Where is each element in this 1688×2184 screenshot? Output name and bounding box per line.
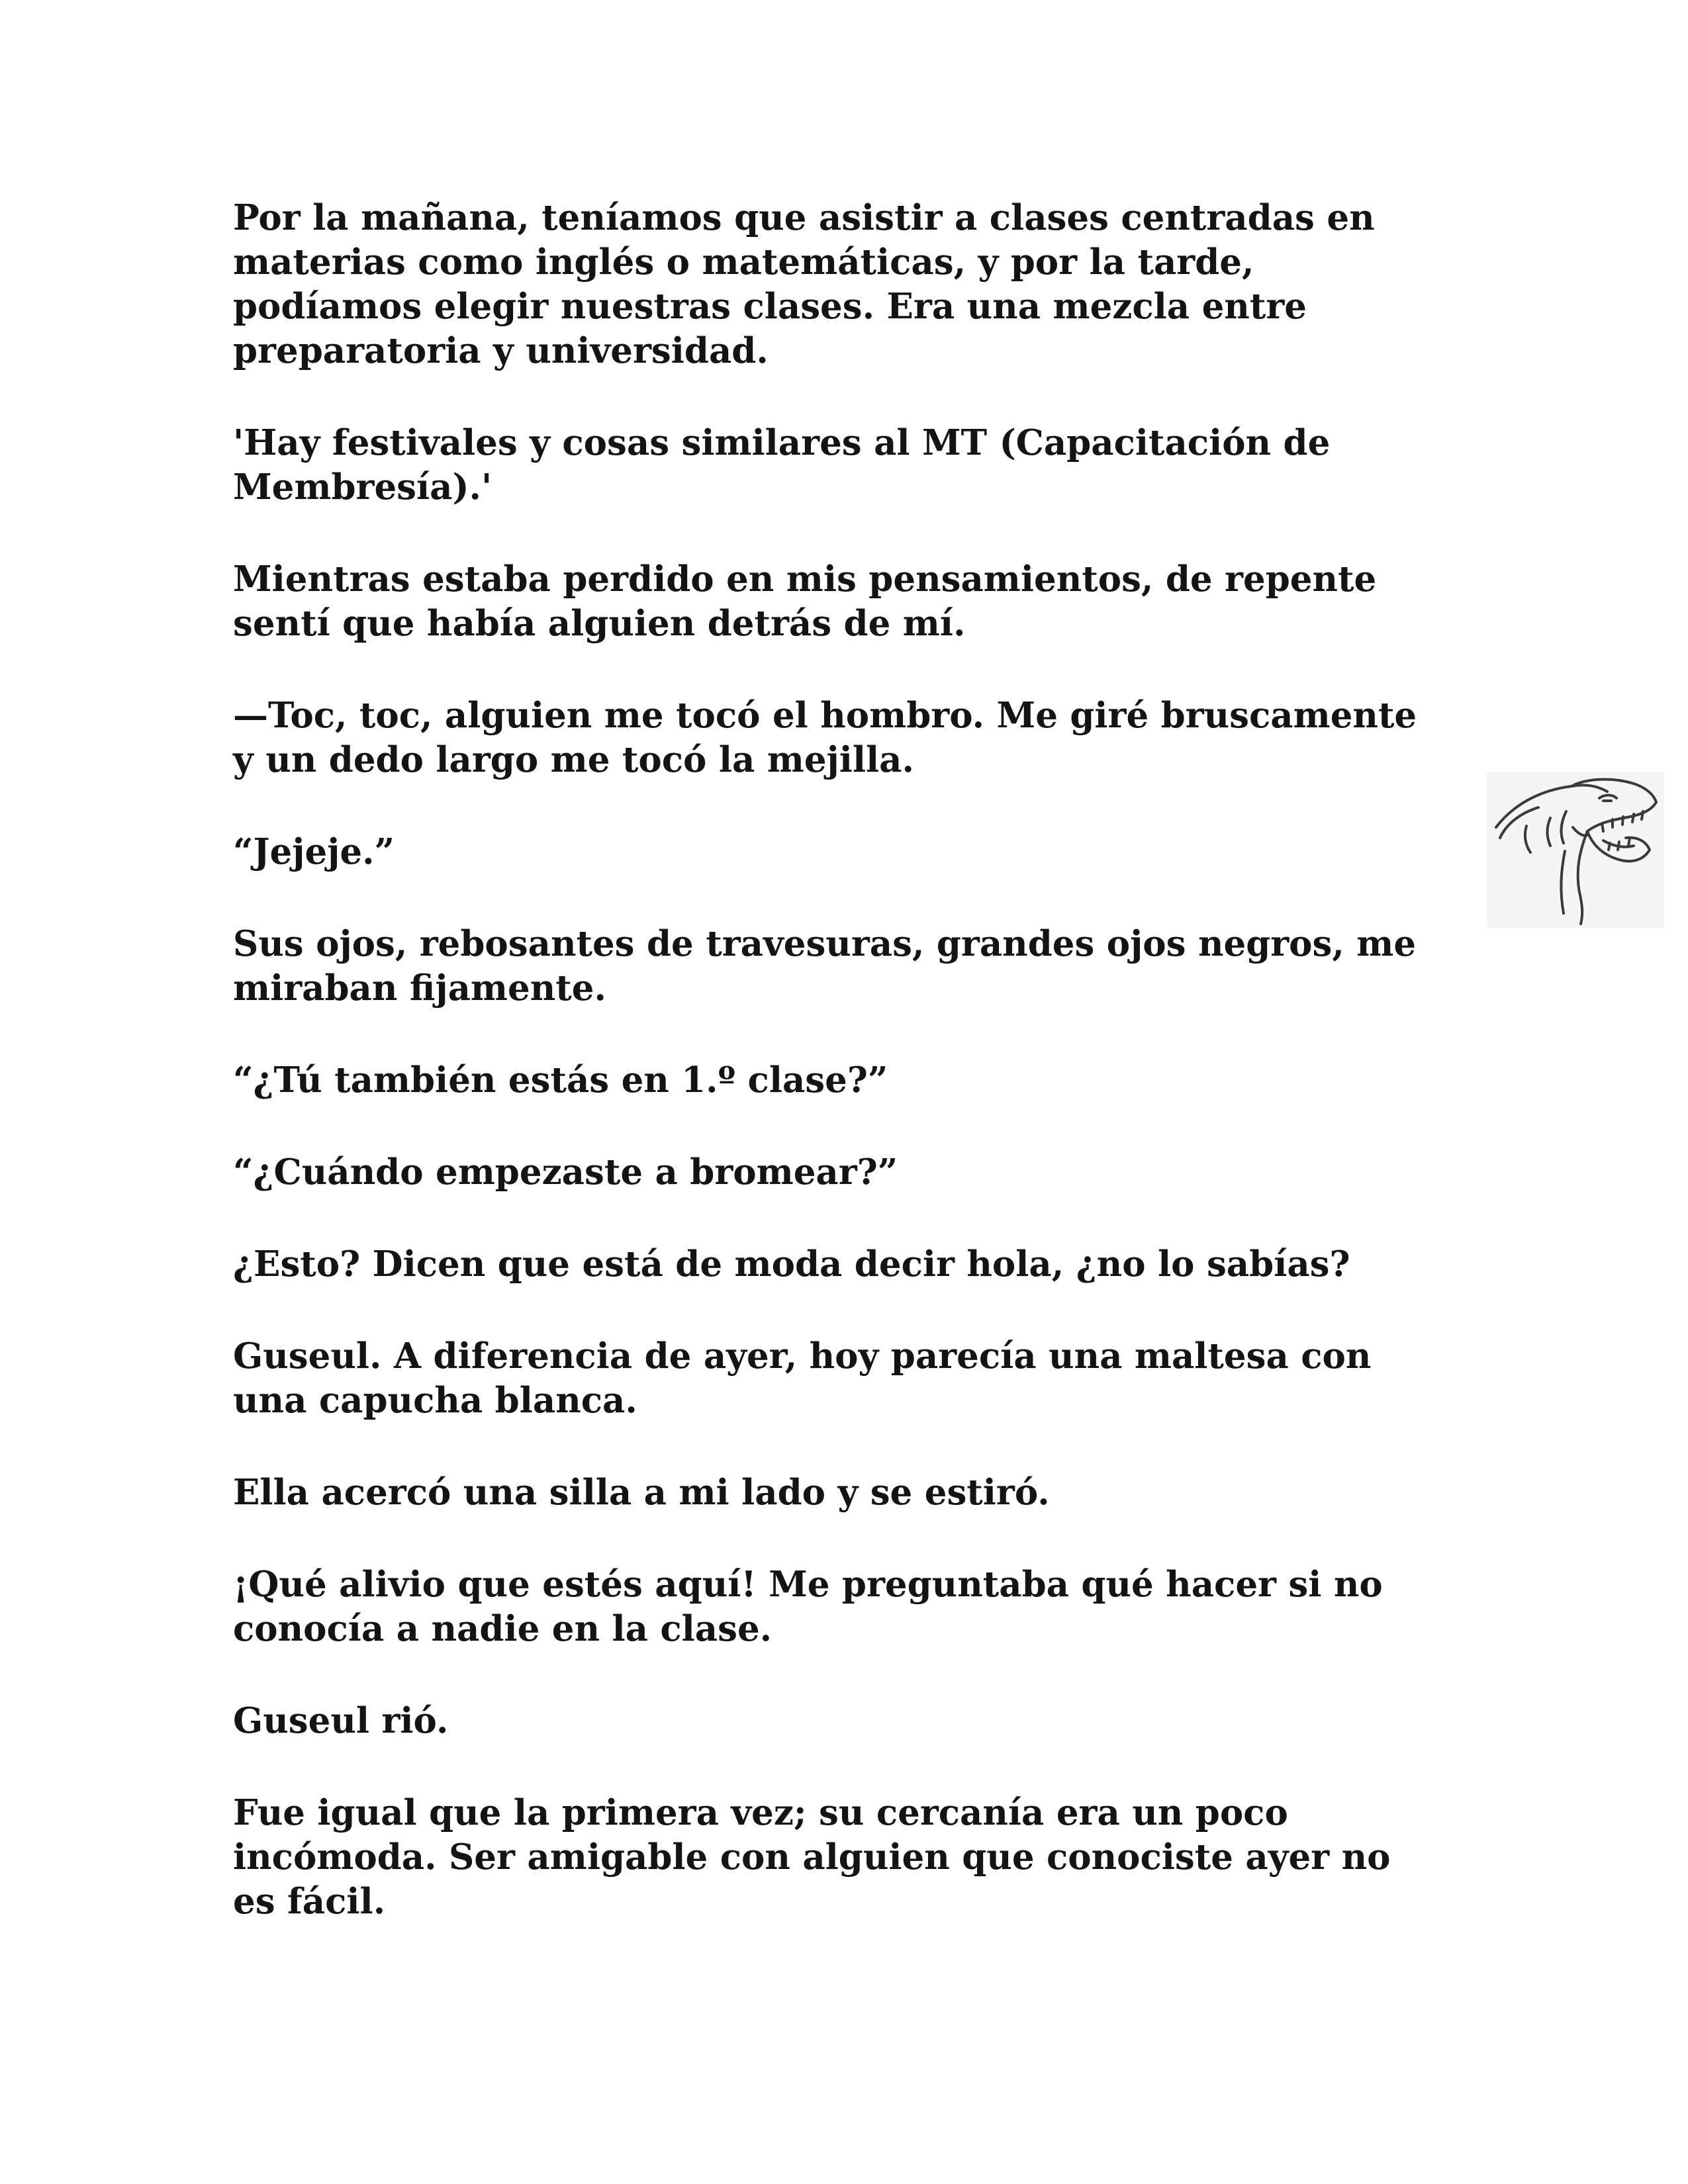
paragraph: Guseul. A diferencia de ayer, hoy parecía una maltesa con una capucha blanca. [233, 1336, 1372, 1421]
paragraph: ¡Qué alivio que estés aquí! Me preguntaba qué hacer si no conocía a nadie en la clase. [233, 1564, 1383, 1649]
paragraph: Guseul rió. [233, 1700, 449, 1741]
paragraph: Sus ojos, rebosantes de travesuras, grandes ojos negros, me miraban fijamente. [233, 923, 1417, 1009]
paragraph: “¿Tú también estás en 1.º clase?” [233, 1060, 888, 1101]
paragraph: Por la mañana, teníamos que asistir a clases centradas en materias como inglés o matemáticas, y por la tarde, podíamos elegir nuestras clases. Era una mezcla entre preparatoria y universidad. [233, 197, 1375, 371]
paragraph: —Toc, toc, alguien me tocó el hombro. Me giré bruscamente y un dedo largo me tocó la mejilla. [233, 695, 1417, 780]
paragraph: “Jejeje.” [233, 831, 395, 872]
body-text [233, 196, 1444, 1972]
dinosaur-head-icon [1487, 772, 1664, 928]
paragraph: Mientras estaba perdido en mis pensamientos, de repente sentí que había alguien detrás de mí. [233, 559, 1377, 644]
paragraph: Fue igual que la primera vez; su cercanía era un poco incómoda. Ser amigable con alguien que conociste ayer no es fácil. [233, 1792, 1391, 1922]
paragraph: 'Hay festivales y cosas similares al MT (Capacitación de Membresía).' [233, 422, 1331, 508]
paragraph: “¿Cuándo empezaste a bromear?” [233, 1152, 898, 1193]
paragraph: Ella acercó una silla a mi lado y se estiró. [233, 1472, 1050, 1513]
paragraph: ¿Esto? Dicen que está de moda decir hola, ¿no lo sabías? [233, 1244, 1350, 1285]
